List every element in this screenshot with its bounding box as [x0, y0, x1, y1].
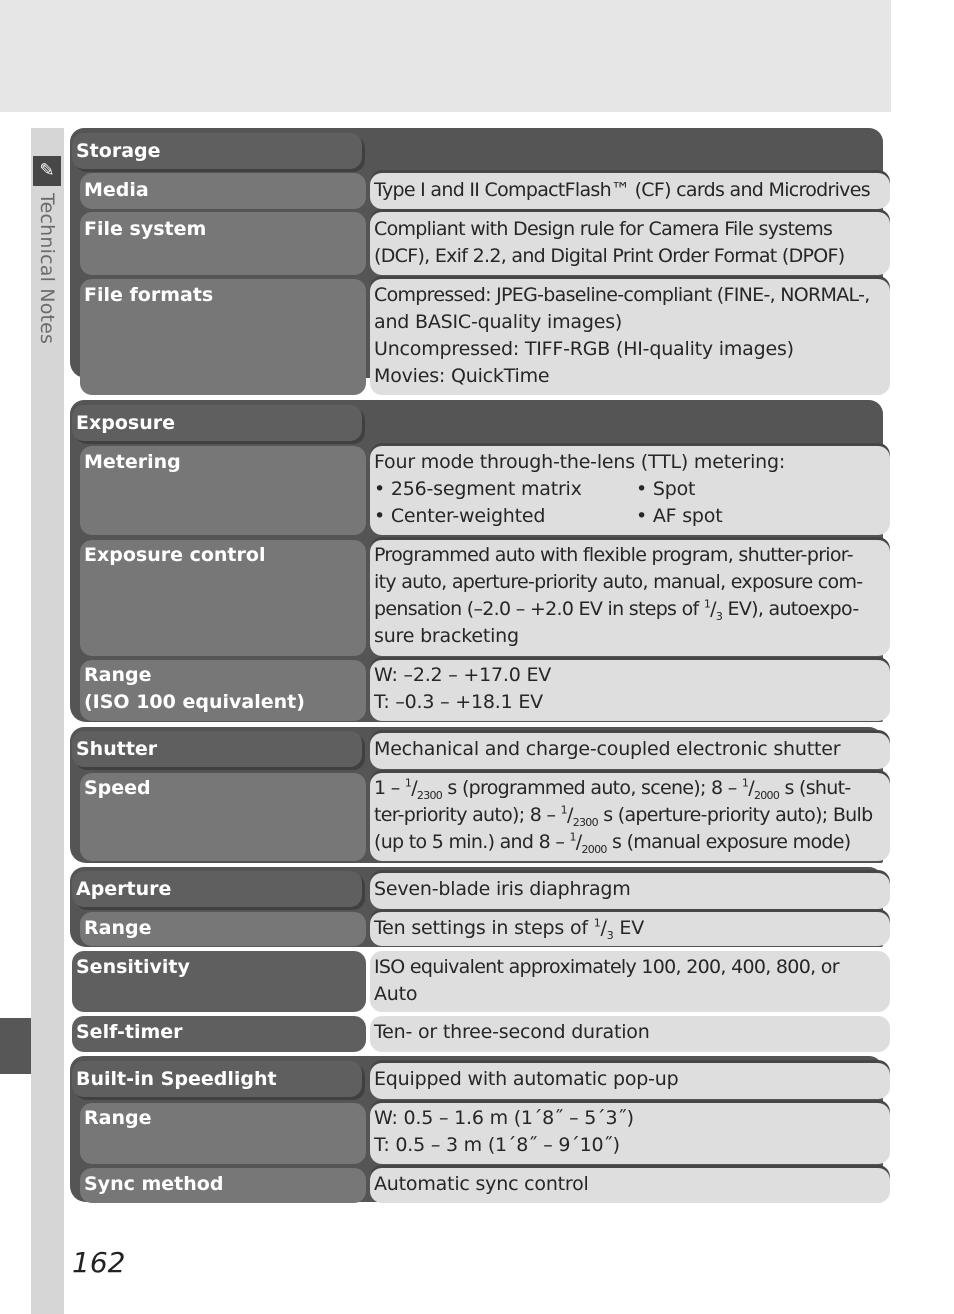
sync-method-label: Sync method	[84, 1173, 224, 1195]
storage-title: Storage	[76, 140, 161, 162]
exposure-control-label: Exposure control	[84, 544, 266, 566]
file-system-value: Compliant with Design rule for Camera File systems (DCF), Exif 2.2, and Digital Print Order Format (DPOF)	[374, 218, 845, 267]
speedlight-range-value: W: 0.5 – 1.6 m (1´8˝ – 5´3˝) T: 0.5 – 3 m (1´8˝ – 9´10˝)	[374, 1107, 634, 1156]
speed-label: Speed	[84, 777, 151, 799]
sync-method-value: Automatic sync control	[374, 1173, 589, 1195]
aperture-title: Aperture	[76, 878, 172, 900]
self-timer-value: Ten- or three-second duration	[374, 1021, 650, 1043]
exposure-range-value: W: –2.2 – +17.0 EV T: –0.3 – +18.1 EV	[374, 664, 552, 713]
sensitivity-value: ISO equivalent approximately 100, 200, 400, 800, or Auto	[374, 956, 839, 1005]
page-number: 162	[72, 1246, 126, 1279]
media-label: Media	[84, 179, 149, 201]
aperture-range-value: Ten settings in steps of $^1/_3$ EV	[374, 916, 644, 942]
file-formats-value: Compressed: JPEG-baseline-compliant (FINE-, NORMAL-, and BASIC-quality images) Uncompressed: TIFF-RGB (HI-quality images) Movies: QuickTime	[374, 284, 870, 387]
speed-value: $1 - ^1/_{2300}$ s (programmed auto, scene); $8 - ^1/_{2000}$ s (shut- ter-priority auto); $8 - ^1/_{2300}$ s (aperture-priority auto); Bulb (up to 5 min.) and $8 - ^1/_{2000}$ s (manual exposure mode)	[374, 776, 873, 856]
media-value: Type I and II CompactFlash™ (CF) cards and Microdrives	[374, 179, 870, 201]
self-timer-title: Self-timer	[76, 1021, 183, 1043]
exposure-range-label: Range (ISO 100 equivalent)	[84, 664, 305, 713]
sensitivity-title: Sensitivity	[76, 956, 190, 978]
side-tab-label: Technical Notes	[36, 193, 58, 345]
section-thumb-tab	[0, 1018, 31, 1074]
page-top-band	[0, 0, 891, 112]
speedlight-range-label: Range	[84, 1107, 152, 1129]
pen-note-icon: ✎	[33, 156, 61, 186]
metering-value: Four mode through-the-lens (TTL) metering: • 256-segment matrix • Spot • Center-weighted • AF spot	[374, 449, 890, 530]
metering-label: Metering	[84, 451, 181, 473]
metering-mode-af-spot: • AF spot	[636, 505, 723, 527]
exposure-title: Exposure	[76, 412, 175, 434]
shutter-title: Shutter	[76, 738, 158, 760]
file-formats-label: File formats	[84, 284, 214, 306]
speedlight-value: Equipped with automatic pop-up	[374, 1068, 679, 1090]
exposure-control-value: Programmed auto with flexible program, shutter-prior- ity auto, aperture-priority auto, manual, exposure com- pensation (–2.0 – +2.0 EV in steps of $^1/_3$ EV), autoexpo- sure bracketing	[374, 544, 863, 647]
shutter-value: Mechanical and charge-coupled electronic shutter	[374, 738, 841, 760]
aperture-range-label: Range	[84, 917, 152, 939]
aperture-value: Seven-blade iris diaphragm	[374, 878, 631, 900]
metering-mode-matrix: • 256-segment matrix	[374, 478, 582, 500]
metering-mode-center: • Center-weighted	[374, 505, 546, 527]
metering-mode-spot: • Spot	[636, 478, 696, 500]
file-system-label: File system	[84, 218, 207, 240]
speedlight-title: Built-in Speedlight	[76, 1068, 277, 1090]
